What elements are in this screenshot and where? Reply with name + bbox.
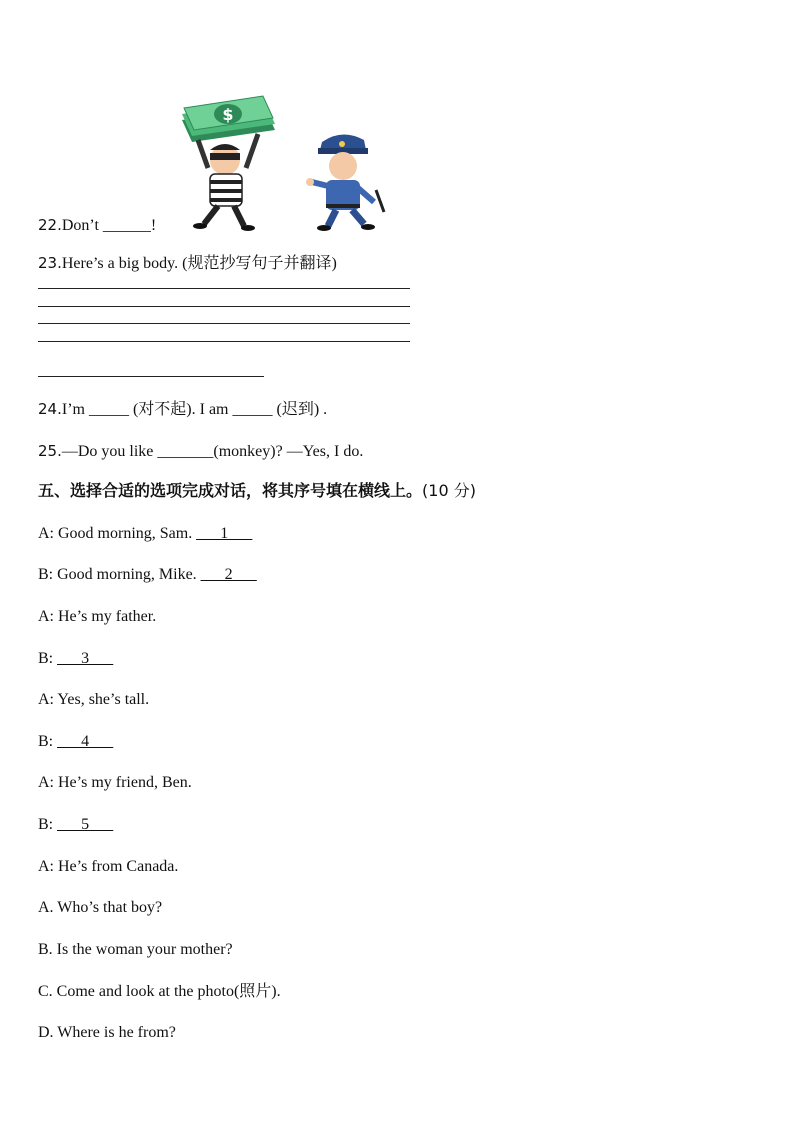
dialogue-line [38,607,156,627]
question-22 [38,215,156,236]
section-5-title [38,481,476,501]
question-23 [38,253,337,274]
question-number: 24. [38,400,62,418]
dialogue-text: A: He’s from Canada. [38,858,179,875]
dialogue-line [38,857,178,877]
option-c: C. Come and look at the photo(照片). [38,983,281,1000]
section-points: (10 分) [422,481,476,500]
answer-blank[interactable]: ___1___ [196,525,253,542]
dialogue-text: B: [38,816,58,833]
police-figure [306,134,384,231]
dialogue-line [38,815,113,835]
question-text: Here’s a big body. (规范抄写句子并翻译) [61,255,337,272]
dialogue-text: B: [38,733,58,750]
answer-line[interactable] [38,323,410,324]
option-b: B. Is the woman your mother? [38,941,233,958]
question-number: 25. [38,442,62,460]
dialogue-line [38,732,113,752]
answer-line[interactable] [38,341,410,342]
answer-line[interactable] [38,306,410,307]
answer-blank[interactable]: ___4___ [57,733,114,750]
dialogue-text: A: He’s my friend, Ben. [38,774,192,791]
option-d: D. Where is he from? [38,1024,176,1041]
dialogue-text: B: [38,650,58,667]
answer-line[interactable] [38,288,410,289]
translation-line[interactable] [38,376,264,377]
dialogue-text: A: Good morning, Sam. [38,525,197,542]
answer-blank[interactable]: ___5___ [57,816,114,833]
question-text: Don’t ______! [61,217,157,234]
dialogue-text: A: He’s my father. [38,608,157,625]
answer-blank[interactable]: ___2___ [200,566,257,583]
dialogue-line [38,524,252,544]
dialogue-line [38,690,149,710]
question-24 [38,399,327,420]
svg-text:$: $ [222,105,234,124]
dialogue-text: B: Good morning, Mike. [38,566,201,583]
answer-blank[interactable]: ___3___ [57,650,114,667]
dialogue-text: A: Yes, she’s tall. [38,691,150,708]
question-text: I’m _____ (对不起). I am _____ (迟到) . [61,401,328,418]
question-25 [38,441,363,462]
dialogue-line [38,649,113,669]
dialogue-line [38,773,192,793]
dialogue-line [38,565,257,585]
question-number: 22. [38,216,62,234]
illustration-thief-and-police [170,90,400,235]
thief-figure [193,134,258,231]
question-number: 23. [38,254,62,272]
section-title-text: 五、选择合适的选项完成对话，将其序号填在横线上。 [38,481,423,500]
question-text: —Do you like _______(monkey)? —Yes, I do. [61,443,364,460]
option-a: A. Who’s that boy? [38,899,163,916]
money-stack-icon [182,96,275,142]
